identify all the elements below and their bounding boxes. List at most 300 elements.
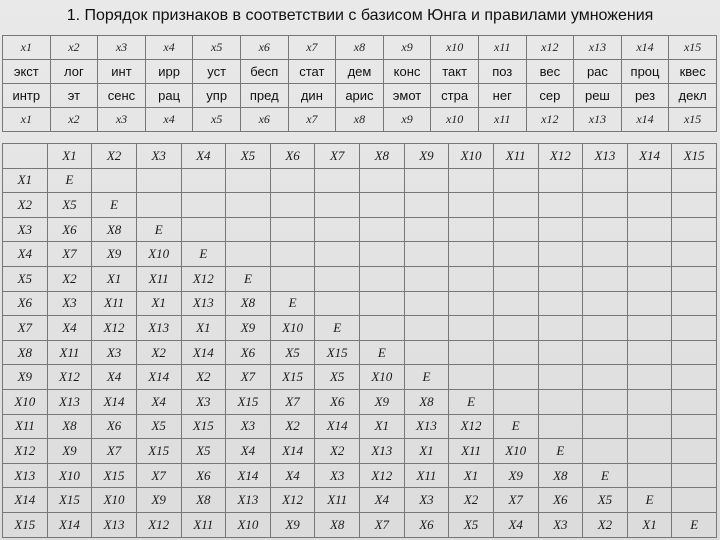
mult-cell: X9: [47, 439, 92, 464]
mult-cell: X3: [538, 512, 583, 537]
mult-col-header: X7: [315, 144, 360, 169]
mult-cell: X14: [315, 414, 360, 439]
mult-cell: X15: [92, 463, 137, 488]
mult-cell: [404, 291, 449, 316]
mult-cell: [404, 316, 449, 341]
mult-cell: X10: [226, 512, 271, 537]
mult-cell: [181, 168, 226, 193]
mult-cell: [493, 316, 538, 341]
mult-cell: X3: [404, 488, 449, 513]
mult-cell: X10: [270, 316, 315, 341]
traits-cell: экст: [3, 60, 51, 84]
mult-cell: [360, 266, 405, 291]
mult-cell: X12: [449, 414, 494, 439]
mult-cell: X2: [315, 439, 360, 464]
mult-cell: X13: [360, 439, 405, 464]
mult-cell: X2: [136, 340, 181, 365]
mult-cell: [627, 242, 672, 267]
traits-cell: x8: [336, 108, 384, 132]
mult-cell: [493, 266, 538, 291]
mult-cell: X7: [360, 512, 405, 537]
page-title: 1. Порядок признаков в соответствии с базисом Юнга и правилами умножения: [66, 7, 654, 24]
mult-row: [3, 439, 717, 464]
mult-cell: [270, 266, 315, 291]
mult-cell: X5: [315, 365, 360, 390]
traits-row: [3, 84, 717, 108]
mult-cell: X3: [315, 463, 360, 488]
corner-cell: [3, 144, 48, 169]
mult-row: [3, 488, 717, 513]
traits-cell: такт: [431, 60, 479, 84]
mult-cell: X5: [270, 340, 315, 365]
mult-cell: X15: [270, 365, 315, 390]
mult-col-header: X12: [538, 144, 583, 169]
mult-col-header: X2: [92, 144, 137, 169]
mult-cell: E: [226, 266, 271, 291]
mult-cell: X7: [92, 439, 137, 464]
mult-cell: X8: [226, 291, 271, 316]
mult-col-header: X13: [583, 144, 628, 169]
traits-cell: x13: [574, 36, 622, 60]
traits-cell: рез: [621, 84, 669, 108]
mult-cell: [672, 389, 717, 414]
mult-cell: X13: [136, 316, 181, 341]
mult-row-header: X12: [3, 439, 48, 464]
mult-cell: X12: [136, 512, 181, 537]
mult-cell: [627, 463, 672, 488]
mult-cell: [583, 217, 628, 242]
mult-cell: X11: [136, 266, 181, 291]
mult-cell: [360, 242, 405, 267]
mult-cell: X10: [47, 463, 92, 488]
mult-cell: X3: [92, 340, 137, 365]
mult-col-header: X3: [136, 144, 181, 169]
mult-cell: [627, 439, 672, 464]
mult-cell: X9: [136, 488, 181, 513]
mult-cell: X3: [226, 414, 271, 439]
mult-cell: [583, 266, 628, 291]
mult-cell: [449, 365, 494, 390]
mult-cell: X10: [493, 439, 538, 464]
mult-cell: E: [493, 414, 538, 439]
mult-cell: X11: [315, 488, 360, 513]
traits-cell: x3: [98, 108, 146, 132]
mult-cell: [449, 217, 494, 242]
mult-cell: X3: [181, 389, 226, 414]
mult-cell: [449, 266, 494, 291]
traits-cell: x5: [193, 108, 241, 132]
traits-cell: x2: [50, 36, 98, 60]
mult-cell: [672, 414, 717, 439]
mult-row-header: X5: [3, 266, 48, 291]
traits-cell: x1: [3, 36, 51, 60]
traits-cell: бесп: [240, 60, 288, 84]
mult-cell: X1: [360, 414, 405, 439]
mult-col-header: X4: [181, 144, 226, 169]
traits-cell: x1: [3, 108, 51, 132]
mult-cell: [672, 463, 717, 488]
mult-cell: [627, 365, 672, 390]
mult-row-header: X15: [3, 512, 48, 537]
mult-cell: X8: [92, 217, 137, 242]
traits-cell: стра: [431, 84, 479, 108]
mult-cell: [583, 414, 628, 439]
mult-col-header: X11: [493, 144, 538, 169]
mult-row: [3, 168, 717, 193]
traits-cell: x13: [574, 108, 622, 132]
mult-cell: X2: [181, 365, 226, 390]
mult-cell: [493, 389, 538, 414]
mult-cell: [404, 340, 449, 365]
traits-cell: x10: [431, 108, 479, 132]
mult-cell: [226, 193, 271, 218]
mult-cell: [538, 217, 583, 242]
mult-cell: X13: [226, 488, 271, 513]
mult-row: [3, 316, 717, 341]
mult-cell: E: [627, 488, 672, 513]
mult-cell: [136, 193, 181, 218]
traits-cell: эт: [50, 84, 98, 108]
mult-cell: X12: [181, 266, 226, 291]
traits-cell: проц: [621, 60, 669, 84]
mult-cell: [449, 193, 494, 218]
mult-col-header: X5: [226, 144, 271, 169]
mult-cell: [270, 168, 315, 193]
traits-cell: поз: [478, 60, 526, 84]
mult-cell: X2: [449, 488, 494, 513]
mult-col-header: X6: [270, 144, 315, 169]
mult-cell: X9: [92, 242, 137, 267]
mult-cell: X4: [136, 389, 181, 414]
mult-cell: [493, 168, 538, 193]
mult-cell: [672, 291, 717, 316]
mult-cell: E: [538, 439, 583, 464]
mult-cell: E: [47, 168, 92, 193]
mult-cell: [538, 168, 583, 193]
mult-cell: X10: [360, 365, 405, 390]
mult-cell: [538, 389, 583, 414]
mult-row: [3, 414, 717, 439]
mult-cell: [627, 217, 672, 242]
mult-cell: [627, 193, 672, 218]
mult-cell: [404, 242, 449, 267]
mult-cell: X2: [583, 512, 628, 537]
mult-cell: X13: [181, 291, 226, 316]
mult-cell: X2: [270, 414, 315, 439]
mult-cell: X15: [136, 439, 181, 464]
mult-cell: E: [136, 217, 181, 242]
traits-cell: x9: [383, 36, 431, 60]
mult-cell: X5: [583, 488, 628, 513]
mult-cell: [226, 242, 271, 267]
mult-row-header: X13: [3, 463, 48, 488]
mult-row-header: X8: [3, 340, 48, 365]
mult-cell: [404, 168, 449, 193]
mult-cell: [181, 217, 226, 242]
mult-cell: [627, 266, 672, 291]
mult-cell: X6: [315, 389, 360, 414]
traits-cell: сер: [526, 84, 574, 108]
mult-row: [3, 266, 717, 291]
mult-row: [3, 512, 717, 537]
mult-cell: E: [181, 242, 226, 267]
mult-cell: X13: [92, 512, 137, 537]
mult-cell: [360, 217, 405, 242]
traits-cell: упр: [193, 84, 241, 108]
mult-cell: [493, 365, 538, 390]
traits-cell: x10: [431, 36, 479, 60]
traits-cell: x7: [288, 108, 336, 132]
mult-cell: X1: [404, 439, 449, 464]
traits-table: [2, 35, 717, 132]
traits-cell: x4: [145, 36, 193, 60]
traits-cell: лог: [50, 60, 98, 84]
mult-row: [3, 365, 717, 390]
mult-cell: [270, 217, 315, 242]
mult-cell: X15: [181, 414, 226, 439]
mult-cell: [493, 291, 538, 316]
mult-cell: X11: [47, 340, 92, 365]
mult-cell: [404, 217, 449, 242]
mult-cell: [315, 168, 360, 193]
mult-cell: X10: [92, 488, 137, 513]
mult-row: [3, 389, 717, 414]
traits-row: [3, 36, 717, 60]
mult-cell: [583, 439, 628, 464]
mult-cell: [449, 340, 494, 365]
mult-cell: [672, 316, 717, 341]
mult-cell: X11: [449, 439, 494, 464]
mult-cell: X4: [226, 439, 271, 464]
mult-cell: X5: [47, 193, 92, 218]
traits-cell: инт: [98, 60, 146, 84]
mult-cell: X1: [449, 463, 494, 488]
mult-row-header: X10: [3, 389, 48, 414]
mult-cell: X1: [181, 316, 226, 341]
traits-cell: квес: [669, 60, 717, 84]
mult-cell: [449, 316, 494, 341]
mult-row-header: X7: [3, 316, 48, 341]
mult-cell: X5: [181, 439, 226, 464]
mult-row-header: X1: [3, 168, 48, 193]
mult-col-header: X8: [360, 144, 405, 169]
mult-row: [3, 193, 717, 218]
traits-cell: x5: [193, 36, 241, 60]
mult-cell: X11: [404, 463, 449, 488]
mult-cell: X6: [404, 512, 449, 537]
traits-cell: x15: [669, 36, 717, 60]
traits-cell: арис: [336, 84, 384, 108]
traits-cell: рас: [574, 60, 622, 84]
mult-cell: [360, 168, 405, 193]
mult-cell: [538, 340, 583, 365]
mult-cell: E: [92, 193, 137, 218]
mult-cell: [627, 389, 672, 414]
traits-cell: x14: [621, 36, 669, 60]
mult-cell: X1: [92, 266, 137, 291]
mult-cell: X7: [47, 242, 92, 267]
mult-cell: X7: [226, 365, 271, 390]
mult-cell: E: [672, 512, 717, 537]
mult-cell: [538, 414, 583, 439]
traits-cell: x12: [526, 36, 574, 60]
mult-cell: [538, 242, 583, 267]
mult-cell: X7: [136, 463, 181, 488]
mult-row: [3, 463, 717, 488]
mult-cell: [493, 340, 538, 365]
mult-cell: E: [449, 389, 494, 414]
traits-cell: сенс: [98, 84, 146, 108]
mult-cell: X13: [404, 414, 449, 439]
mult-cell: X4: [92, 365, 137, 390]
mult-cell: [136, 168, 181, 193]
traits-cell: x6: [240, 108, 288, 132]
mult-row: [3, 291, 717, 316]
mult-cell: X1: [136, 291, 181, 316]
traits-cell: x15: [669, 108, 717, 132]
mult-cell: E: [404, 365, 449, 390]
traits-cell: x8: [336, 36, 384, 60]
traits-cell: рац: [145, 84, 193, 108]
traits-cell: x4: [145, 108, 193, 132]
mult-cell: [404, 193, 449, 218]
mult-cell: [493, 193, 538, 218]
mult-cell: X9: [270, 512, 315, 537]
mult-cell: [538, 316, 583, 341]
traits-cell: уст: [193, 60, 241, 84]
mult-cell: X5: [136, 414, 181, 439]
mult-cell: [672, 439, 717, 464]
mult-cell: X12: [270, 488, 315, 513]
traits-cell: декл: [669, 84, 717, 108]
mult-cell: [315, 291, 360, 316]
traits-cell: x6: [240, 36, 288, 60]
mult-cell: X8: [404, 389, 449, 414]
mult-cell: [672, 488, 717, 513]
traits-cell: дин: [288, 84, 336, 108]
multiplication-table: [2, 143, 717, 538]
mult-cell: X4: [493, 512, 538, 537]
mult-cell: [627, 168, 672, 193]
mult-col-header: X10: [449, 144, 494, 169]
traits-cell: x11: [478, 36, 526, 60]
mult-cell: [360, 291, 405, 316]
traits-cell: эмот: [383, 84, 431, 108]
mult-cell: X12: [92, 316, 137, 341]
mult-cell: [449, 291, 494, 316]
mult-cell: X9: [493, 463, 538, 488]
mult-cell: [583, 168, 628, 193]
mult-cell: [672, 365, 717, 390]
mult-cell: [583, 316, 628, 341]
mult-cell: X7: [493, 488, 538, 513]
mult-row-header: X6: [3, 291, 48, 316]
mult-cell: X6: [226, 340, 271, 365]
mult-cell: X9: [226, 316, 271, 341]
mult-cell: [538, 291, 583, 316]
mult-cell: X10: [136, 242, 181, 267]
mult-cell: X7: [270, 389, 315, 414]
mult-cell: [226, 217, 271, 242]
traits-cell: стат: [288, 60, 336, 84]
traits-cell: x3: [98, 36, 146, 60]
mult-cell: [627, 316, 672, 341]
mult-cell: [672, 168, 717, 193]
mult-cell: [627, 414, 672, 439]
mult-cell: X4: [47, 316, 92, 341]
mult-cell: X12: [47, 365, 92, 390]
mult-cell: X9: [360, 389, 405, 414]
mult-header-row: [3, 144, 717, 169]
mult-cell: X6: [538, 488, 583, 513]
mult-row: [3, 217, 717, 242]
traits-cell: x9: [383, 108, 431, 132]
traits-cell: интр: [3, 84, 51, 108]
mult-cell: X15: [47, 488, 92, 513]
mult-cell: [672, 217, 717, 242]
mult-row-header: X2: [3, 193, 48, 218]
traits-row: [3, 108, 717, 132]
mult-cell: [315, 217, 360, 242]
traits-cell: x14: [621, 108, 669, 132]
mult-cell: X8: [181, 488, 226, 513]
traits-cell: конс: [383, 60, 431, 84]
mult-cell: X14: [270, 439, 315, 464]
mult-cell: [672, 242, 717, 267]
mult-cell: X14: [47, 512, 92, 537]
traits-cell: x12: [526, 108, 574, 132]
mult-cell: X14: [181, 340, 226, 365]
mult-cell: [181, 193, 226, 218]
mult-cell: [92, 168, 137, 193]
mult-cell: X8: [47, 414, 92, 439]
mult-cell: X6: [181, 463, 226, 488]
mult-col-header: X1: [47, 144, 92, 169]
mult-cell: [583, 389, 628, 414]
mult-cell: [270, 242, 315, 267]
mult-cell: [538, 193, 583, 218]
mult-row-header: X4: [3, 242, 48, 267]
mult-cell: [315, 193, 360, 218]
mult-cell: [538, 266, 583, 291]
traits-cell: пред: [240, 84, 288, 108]
mult-cell: X4: [270, 463, 315, 488]
traits-row: [3, 60, 717, 84]
mult-cell: [583, 340, 628, 365]
mult-cell: X3: [47, 291, 92, 316]
traits-cell: ирр: [145, 60, 193, 84]
mult-row-header: X3: [3, 217, 48, 242]
traits-cell: реш: [574, 84, 622, 108]
mult-col-header: X15: [672, 144, 717, 169]
mult-cell: [404, 266, 449, 291]
mult-cell: [315, 266, 360, 291]
mult-cell: [583, 291, 628, 316]
mult-col-header: X14: [627, 144, 672, 169]
mult-cell: X14: [92, 389, 137, 414]
mult-cell: X11: [92, 291, 137, 316]
mult-cell: [627, 340, 672, 365]
mult-cell: [493, 242, 538, 267]
mult-cell: E: [315, 316, 360, 341]
traits-cell: x2: [50, 108, 98, 132]
mult-cell: [449, 168, 494, 193]
mult-col-header: X9: [404, 144, 449, 169]
mult-cell: X8: [538, 463, 583, 488]
mult-cell: X12: [360, 463, 405, 488]
mult-cell: X13: [47, 389, 92, 414]
mult-row-header: X14: [3, 488, 48, 513]
